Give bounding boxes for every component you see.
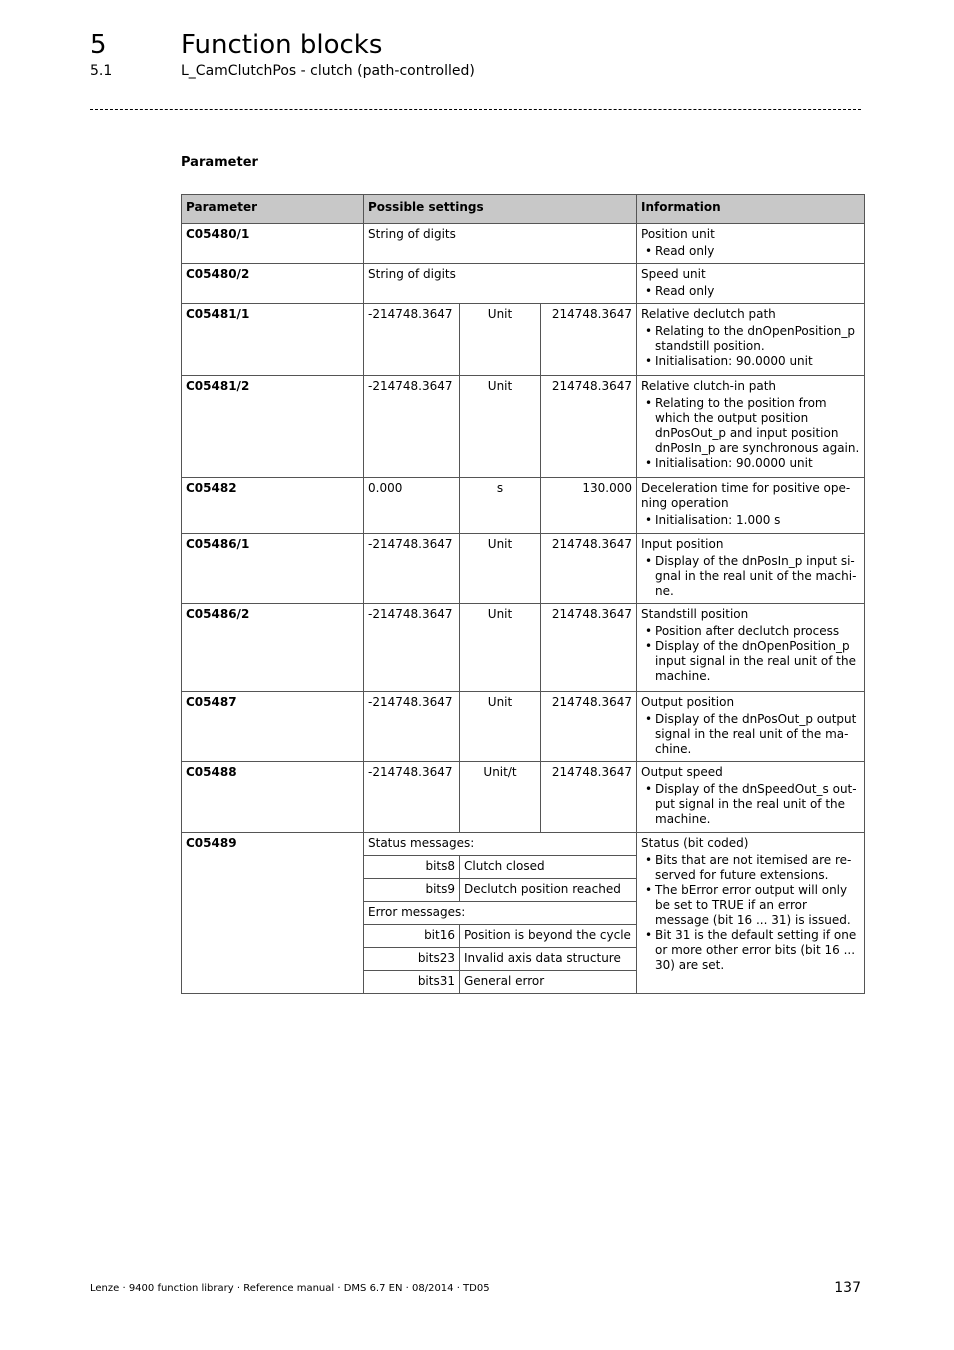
section-title: L_CamClutchPos - clutch (path-controlled) — [181, 63, 475, 79]
section-number: 5.1 — [90, 63, 113, 79]
info-title: Output position — [641, 695, 735, 709]
info-title: Status (bit coded) — [641, 836, 749, 850]
bit-description: Declutch position reached — [460, 879, 637, 902]
bit-number: bits23 — [364, 948, 460, 971]
info-cell — [637, 692, 865, 762]
chapter-title: Function blocks — [181, 30, 383, 60]
table-header-row — [182, 195, 865, 224]
setting-text: String of digits — [364, 264, 637, 304]
setting-min: 0.000 — [364, 478, 460, 534]
table-row — [182, 534, 865, 604]
parameter-code: C05489 — [182, 833, 364, 994]
setting-min: -214748.3647 — [364, 376, 460, 478]
info-title: Input position — [641, 537, 724, 551]
info-title: Speed unit — [641, 267, 706, 281]
info-title: Relative clutch-in path — [641, 379, 777, 393]
info-item: • Position after declutch process — [655, 624, 860, 639]
info-item: • The bError error output will only be set to TRUE if an error message (bit 16 ... 31) is issued. — [655, 883, 860, 928]
setting-min: -214748.3647 — [364, 304, 460, 376]
header-possible-settings: Possible settings — [364, 195, 637, 224]
table-row — [182, 264, 865, 304]
info-title: Relative declutch path — [641, 307, 776, 321]
table-row — [182, 692, 865, 762]
parameter-code: C05482 — [182, 478, 364, 534]
parameter-code: C05486/2 — [182, 604, 364, 692]
table-row — [182, 762, 865, 833]
parameter-table — [181, 194, 865, 994]
parameter-code: C05488 — [182, 762, 364, 833]
table-row — [182, 478, 865, 534]
info-cell — [637, 534, 865, 604]
error-messages-label: Error messages: — [364, 902, 637, 925]
parameter-code: C05480/2 — [182, 264, 364, 304]
footer-text: Lenze · 9400 function library · Reference manual · DMS 6.7 EN · 08/2014 · TD05 — [90, 1283, 490, 1294]
table-row — [182, 833, 865, 856]
parameter-code: C05481/1 — [182, 304, 364, 376]
info-cell — [637, 478, 865, 534]
info-cell — [637, 762, 865, 833]
header-divider — [90, 109, 861, 110]
bit-number: bits31 — [364, 971, 460, 994]
bit-description: Invalid axis data structure — [460, 948, 637, 971]
info-item: • Initialisation: 1.000 s — [655, 513, 860, 528]
setting-max: 214748.3647 — [541, 604, 637, 692]
header-information: Information — [637, 195, 865, 224]
info-title: Standstill position — [641, 607, 749, 621]
status-messages-label: Status messages: — [364, 833, 637, 856]
info-title: Position unit — [641, 227, 715, 241]
table-row — [182, 604, 865, 692]
info-item: • Relating to the position from which the output position dnPosOut_p and input position dnPosIn_p are synchronous again. — [655, 396, 860, 456]
setting-max: 214748.3647 — [541, 692, 637, 762]
info-item: • Display of the dnSpeedOut_s out-put signal in the real unit of the machine. — [655, 782, 860, 827]
parameter-heading: Parameter — [181, 155, 258, 170]
bit-description: Clutch closed — [460, 856, 637, 879]
setting-unit: Unit/t — [460, 762, 541, 833]
info-title: Deceleration time for positive ope-ning operation — [641, 481, 851, 510]
setting-min: -214748.3647 — [364, 692, 460, 762]
setting-unit: Unit — [460, 376, 541, 478]
info-item: • Bits that are not itemised are re-served for future extensions. — [655, 853, 860, 883]
info-item: • Relating to the dnOpenPosition_p standstill position. — [655, 324, 860, 354]
info-item: • Read only — [655, 284, 860, 299]
bit-number: bits9 — [364, 879, 460, 902]
info-cell — [637, 604, 865, 692]
setting-unit: Unit — [460, 604, 541, 692]
setting-max: 214748.3647 — [541, 376, 637, 478]
setting-max: 214748.3647 — [541, 762, 637, 833]
table-row — [182, 224, 865, 264]
setting-min: -214748.3647 — [364, 604, 460, 692]
parameter-code: C05480/1 — [182, 224, 364, 264]
bit-number: bits8 — [364, 856, 460, 879]
info-item: • Display of the dnOpenPosition_p input signal in the real unit of the machine. — [655, 639, 860, 684]
setting-max: 214748.3647 — [541, 304, 637, 376]
bit-description: General error — [460, 971, 637, 994]
table-row — [182, 304, 865, 376]
setting-unit: Unit — [460, 534, 541, 604]
info-cell — [637, 833, 865, 994]
setting-unit: Unit — [460, 692, 541, 762]
setting-max: 214748.3647 — [541, 534, 637, 604]
page-number: 137 — [834, 1280, 861, 1296]
info-item: • Initialisation: 90.0000 unit — [655, 456, 860, 471]
info-item: • Bit 31 is the default setting if one or more other error bits (bit 16 ... 30) are set. — [655, 928, 860, 973]
table-row — [182, 376, 865, 478]
header-parameter: Parameter — [182, 195, 364, 224]
info-item: • Initialisation: 90.0000 unit — [655, 354, 860, 369]
setting-max: 130.000 — [541, 478, 637, 534]
info-cell — [637, 224, 865, 264]
bit-description: Position is beyond the cycle — [460, 925, 637, 948]
info-title: Output speed — [641, 765, 723, 779]
setting-text: String of digits — [364, 224, 637, 264]
info-cell — [637, 376, 865, 478]
setting-unit: Unit — [460, 304, 541, 376]
setting-unit: s — [460, 478, 541, 534]
info-cell — [637, 304, 865, 376]
info-cell — [637, 264, 865, 304]
parameter-code: C05481/2 — [182, 376, 364, 478]
chapter-number: 5 — [90, 30, 107, 60]
parameter-code: C05487 — [182, 692, 364, 762]
info-item: • Read only — [655, 244, 860, 259]
info-item: • Display of the dnPosIn_p input si-gnal in the real unit of the machi-ne. — [655, 554, 860, 599]
setting-min: -214748.3647 — [364, 534, 460, 604]
parameter-code: C05486/1 — [182, 534, 364, 604]
setting-min: -214748.3647 — [364, 762, 460, 833]
bit-number: bit16 — [364, 925, 460, 948]
info-item: • Display of the dnPosOut_p output signal in the real unit of the ma-chine. — [655, 712, 860, 757]
